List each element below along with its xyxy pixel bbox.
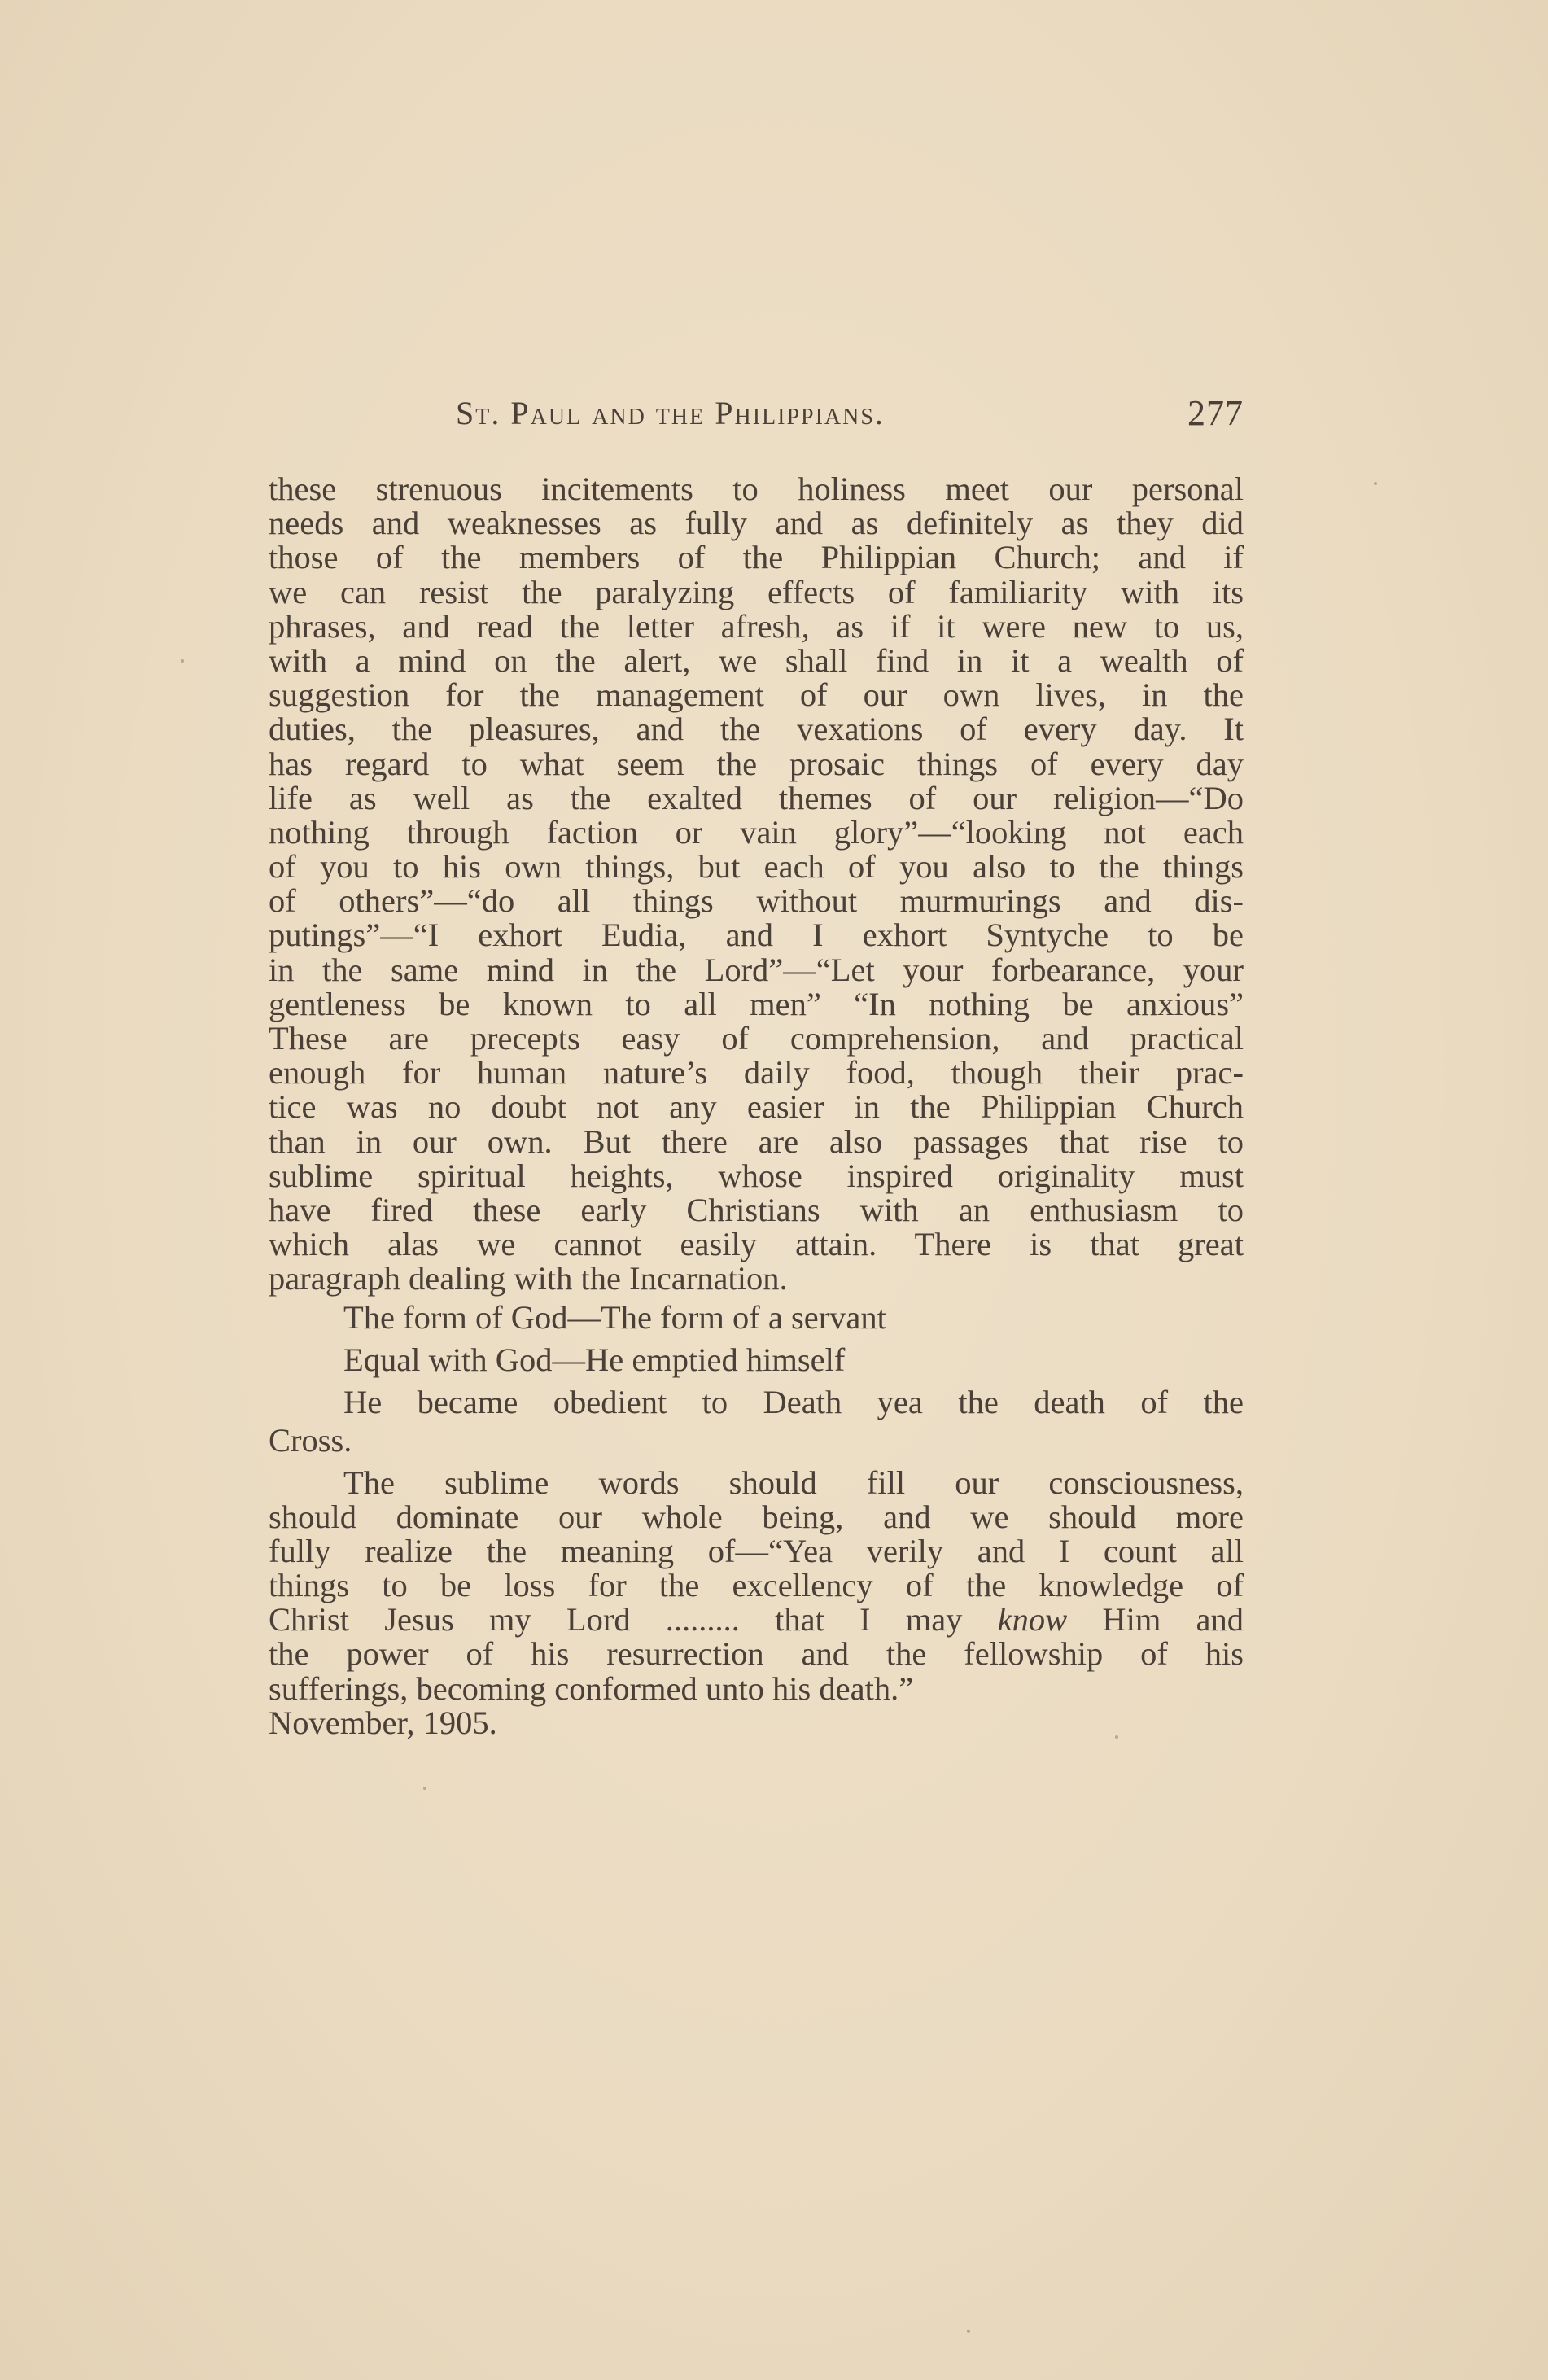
paper-speck (1115, 1735, 1118, 1739)
text-line: those of the members of the Philippian Church; and if (269, 539, 1244, 576)
body-text (269, 472, 1244, 1740)
verse-line: Equal with God—He emptied himself (343, 1341, 846, 1378)
text-segment: Him and (1067, 1601, 1244, 1638)
text-line: than in our own. But there are also passages that rise to (269, 1122, 1244, 1160)
text-line: which alas we cannot easily attain. There is that great (269, 1226, 1244, 1263)
text-line: have fired these early Christians with an enthusiasm to (269, 1191, 1244, 1228)
text-line: in the same mind in the Lord”—“Let your forbearance, your (269, 951, 1244, 988)
text-line: These are precepts easy of comprehension, and practical (269, 1020, 1244, 1057)
text-line: phrases, and read the letter afresh, as if it were new to us, (269, 607, 1244, 645)
text-line: with a mind on the alert, we shall find in it a wealth of (269, 641, 1244, 679)
text-line (269, 1603, 1244, 1637)
dateline: November, 1905. (269, 1704, 497, 1741)
text-line: we can resist the paralyzing effects of familiarity with its (269, 573, 1244, 610)
text-line: gentleness be known to all men” “In nothing be anxious” (269, 985, 1244, 1022)
text-line: suggestion for the management of our own lives, in the (269, 676, 1244, 714)
text-line: things to be loss for the excellency of the knowledge of (269, 1567, 1244, 1604)
text-line: should dominate our whole being, and we should more (269, 1498, 1244, 1535)
text-line: tice was no doubt not any easier in the Philippian Church (269, 1088, 1244, 1126)
emphasized-word: know (997, 1601, 1068, 1638)
paper-speck (1374, 482, 1377, 485)
text-line: of others”—“do all things without murmurings and dis- (269, 882, 1244, 920)
incarnation-verse (269, 1297, 1244, 1458)
paragraph-1 (269, 472, 1244, 1297)
paper-speck (423, 1787, 426, 1790)
text-line: sufferings, becoming conformed unto his death.” (269, 1669, 914, 1707)
text-line: life as well as the exalted themes of our religion—“Do (269, 779, 1244, 816)
text-line: paragraph dealing with the Incarnation. (269, 1260, 788, 1297)
text-segment: Christ Jesus my Lord ......... that I may (269, 1601, 998, 1638)
page-header (269, 389, 1244, 438)
text-line: of you to his own things, but each of you also to the things (269, 848, 1244, 886)
verse-line: The form of God—The form of a servant (343, 1298, 886, 1336)
text-line: the power of his resurrection and the fellowship of his (269, 1635, 1244, 1673)
paragraph-2 (269, 1463, 1244, 1707)
verse-line-continuation: Cross. (269, 1421, 352, 1459)
text-line: sublime spiritual heights, whose inspired originality must (269, 1157, 1244, 1194)
text-line: putings”—“I exhort Eudia, and I exhort Syntyche to be (269, 917, 1244, 954)
text-line: has regard to what seem the prosaic things of every day (269, 745, 1244, 782)
paper-speck (967, 2330, 970, 2333)
text-line: these strenuous incitements to holiness meet our personal (269, 470, 1244, 507)
paper-speck (181, 659, 184, 663)
page-number: 277 (1187, 393, 1244, 433)
text-line: fully realize the meaning of—“Yea verily and I count all (269, 1532, 1244, 1569)
text-line: The sublime words should fill our consciousness, (343, 1463, 1244, 1501)
text-line: needs and weaknesses as fully and as definitely as they did (269, 505, 1244, 542)
text-line: nothing through faction or vain glory”—“looking not each (269, 813, 1244, 851)
text-line: enough for human nature’s daily food, though their prac- (269, 1054, 1244, 1092)
running-head: St. Paul and the Philippians. (456, 395, 885, 431)
text-line: duties, the pleasures, and the vexations of every day. It (269, 711, 1244, 748)
verse-line: He became obedient to Death yea the death of the (343, 1383, 1244, 1420)
